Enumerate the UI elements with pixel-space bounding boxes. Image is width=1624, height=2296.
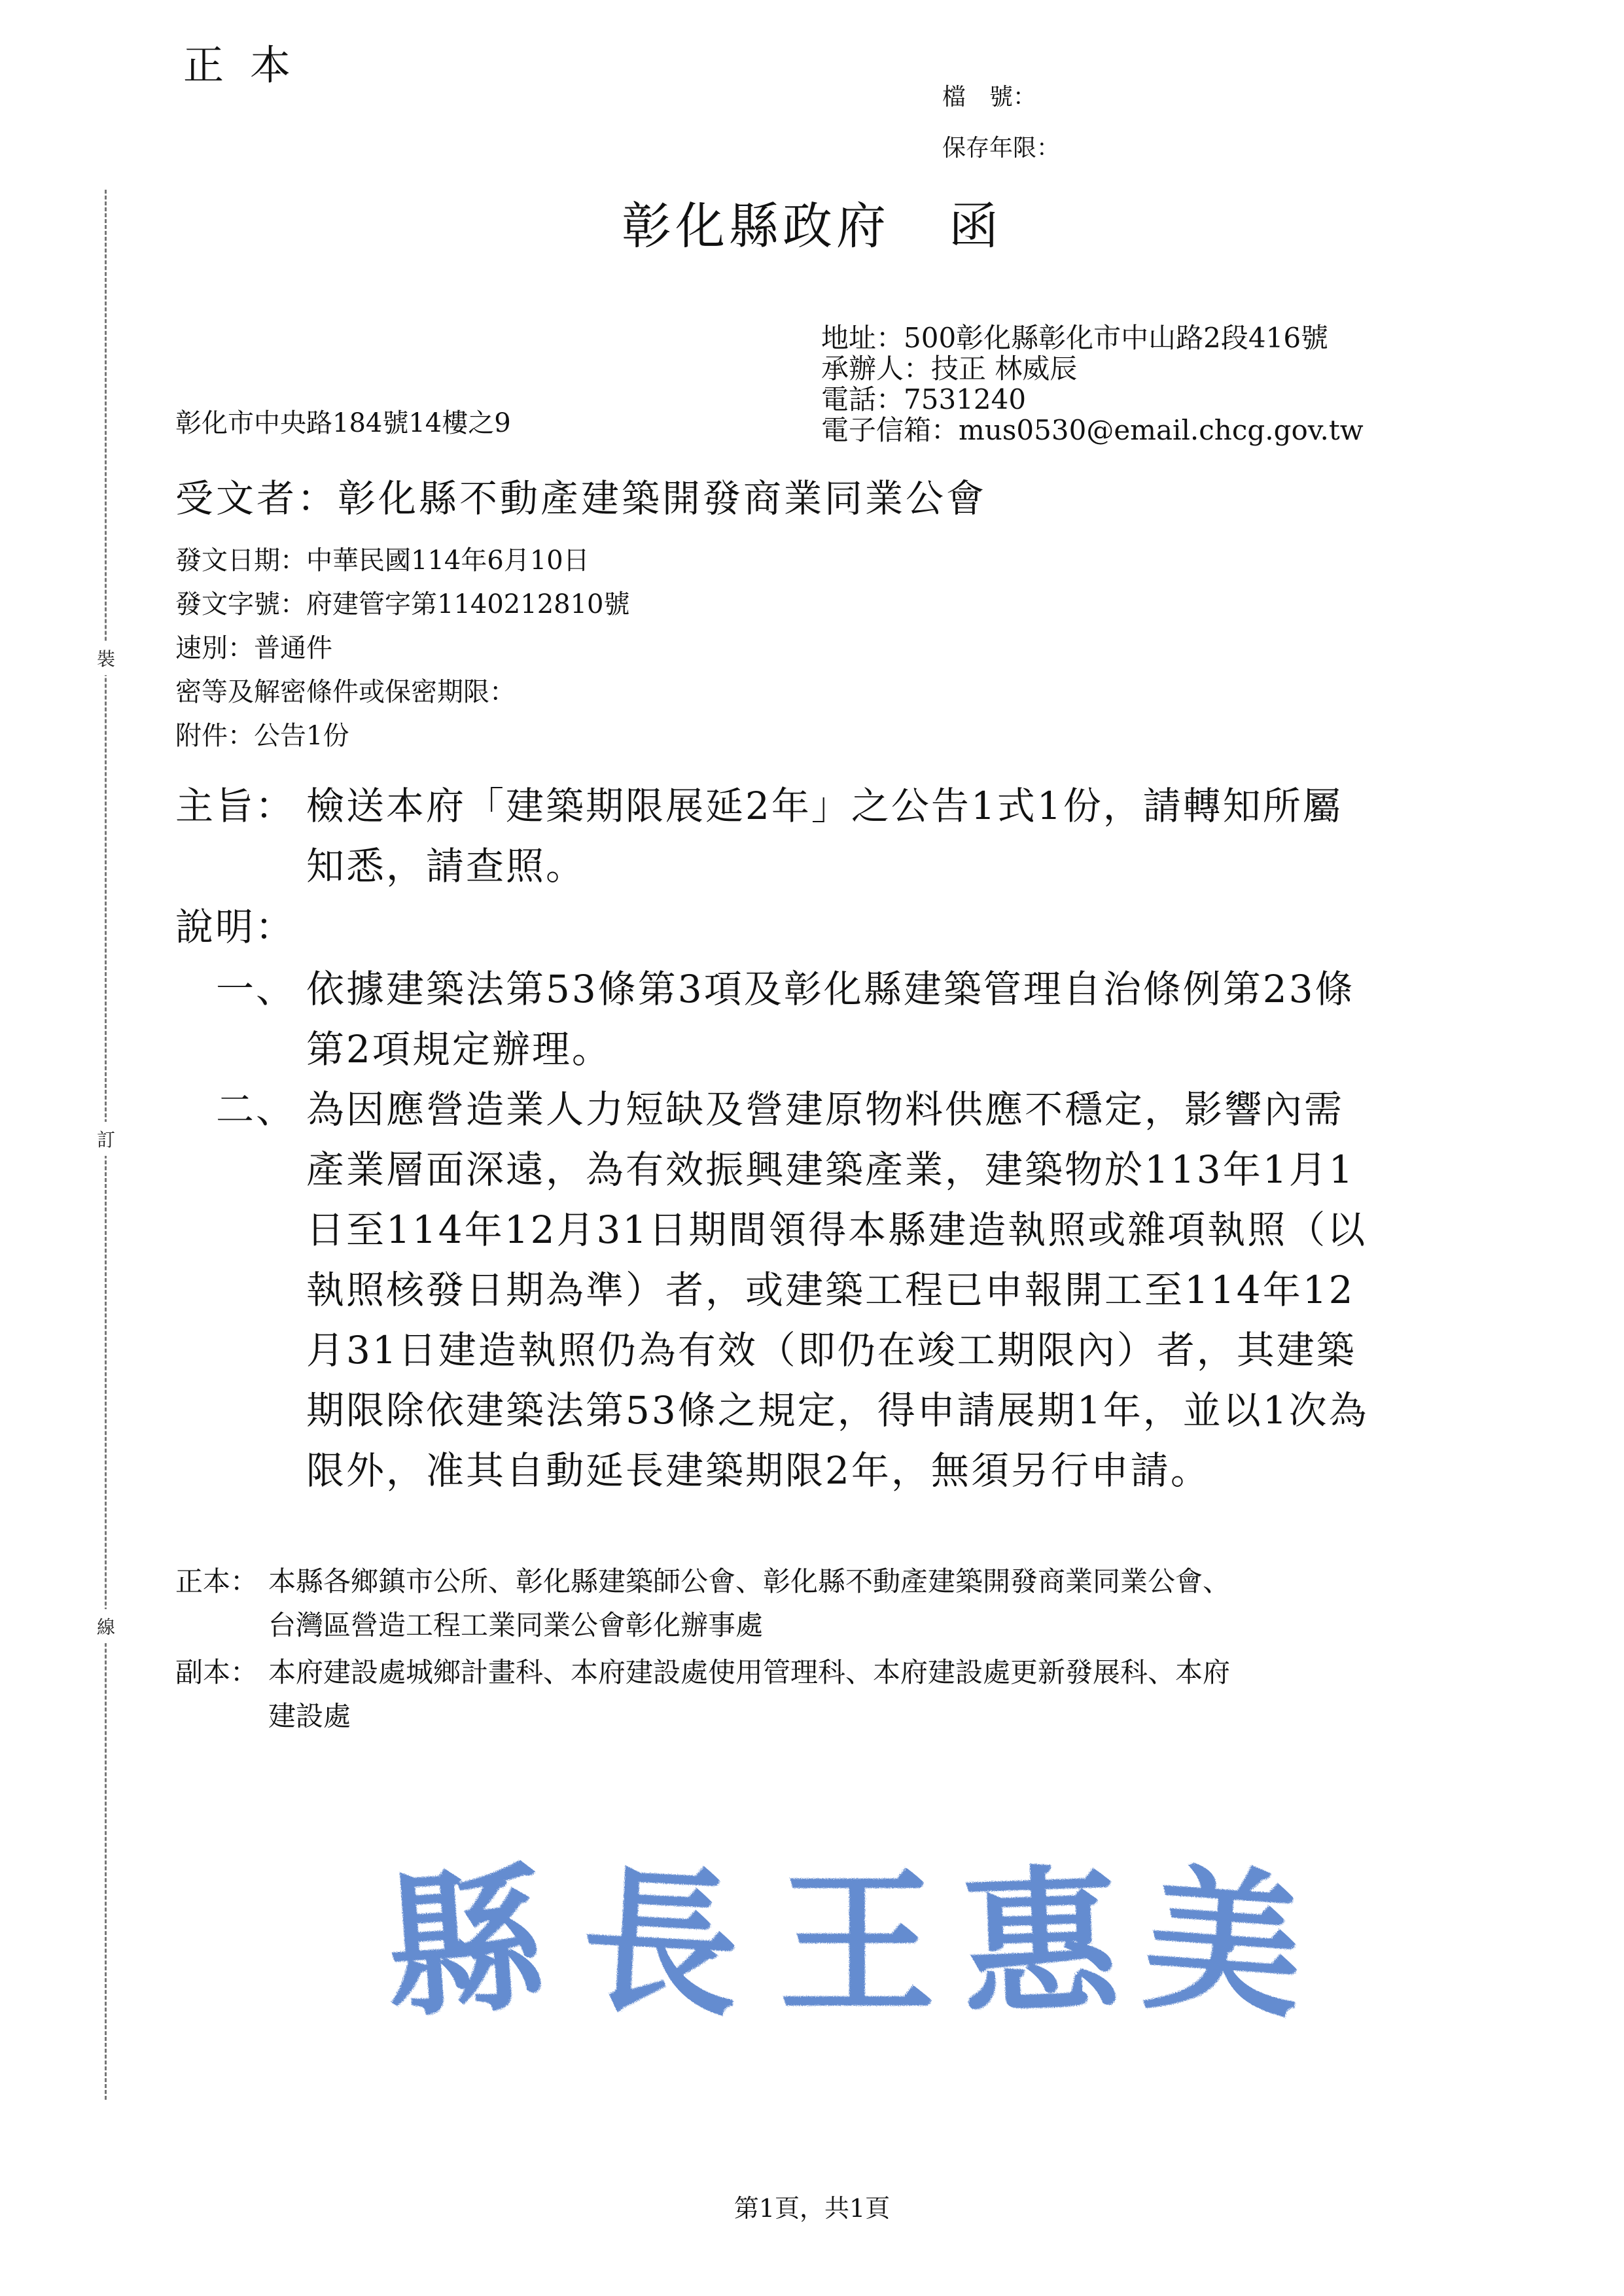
email: 電子信箱：mus0530@email.chcg.gov.tw	[821, 414, 1364, 446]
binding-mark-zhuang: 裝	[97, 641, 115, 675]
issue-date: 發文日期：中華民國114年6月10日	[175, 546, 590, 576]
explanation-line: 為因應營造業人力短缺及營建原物料供應不穩定，影響內需	[306, 1087, 1345, 1132]
original-distribution-label: 正本：	[175, 1565, 258, 1597]
explanation-line: 月31日建造執照仍為有效（即仍在竣工期限內）者，其建築	[306, 1328, 1356, 1372]
subject-line: 檢送本府「建築期限展延2年」之公告1式1份，請轉知所屬	[306, 784, 1343, 828]
binding-mark-ding: 訂	[97, 1122, 115, 1156]
seal-glyph: 縣	[380, 1845, 550, 2042]
original-distribution-line: 台灣區營造工程工業同業公會彰化辦事處	[268, 1609, 764, 1641]
agency-name: 彰化縣政府	[622, 197, 890, 255]
explanation-line: 產業層面深遠，為有效振興建築產業，建築物於113年1月1	[306, 1147, 1355, 1192]
recipient: 受文者：彰化縣不動產建築開發商業同業公會	[175, 476, 987, 521]
copy-distribution-line: 本府建設處城鄉計畫科、本府建設處使用管理科、本府建設處更新發展科、本府	[268, 1656, 1231, 1688]
seal-glyph: 長	[577, 1847, 745, 2040]
attachments: 附件：公告1份	[175, 721, 349, 751]
phone: 電話：7531240	[821, 383, 1027, 415]
seal-glyph: 王	[778, 1851, 936, 2036]
copy-type-mark: 正本	[183, 41, 317, 89]
explanation-line: 日至114年12月31日期間領得本縣建造執照或雜項執照（以	[306, 1208, 1368, 1252]
file-number-label: 檔 號：	[942, 84, 1037, 111]
explanation-label: 說明：	[175, 905, 296, 949]
subject-label: 主旨：	[175, 784, 296, 828]
binding-mark-xian: 線	[97, 1609, 115, 1643]
explanation-item-number: 二、	[216, 1087, 296, 1132]
explanation-line: 執照核發日期為準）者，或建築工程已申報開工至114年12	[306, 1268, 1355, 1312]
explanation-item-number: 一、	[216, 967, 296, 1011]
retention-period-label: 保存年限：	[942, 135, 1061, 162]
document-type: 函	[949, 197, 1002, 255]
document-number: 發文字號：府建管字第1140212810號	[175, 589, 630, 619]
subject-line: 知悉，請查照。	[306, 844, 586, 888]
copy-distribution-label: 副本：	[175, 1656, 258, 1688]
copy-distribution-line: 建設處	[268, 1700, 351, 1732]
seal-glyph: 惠	[959, 1848, 1122, 2039]
explanation-line: 依據建築法第53條第3項及彰化縣建築管理自治條例第23條	[306, 967, 1355, 1011]
seal-glyph: 美	[1139, 1845, 1309, 2042]
page-number: 第1頁，共1頁	[733, 2194, 891, 2223]
original-distribution-line: 本縣各鄉鎮市公所、彰化縣建築師公會、彰化縣不動產建築開發商業同業公會、	[268, 1565, 1231, 1597]
explanation-line: 限外，准其自動延長建築期限2年，無須另行申請。	[306, 1448, 1210, 1493]
agency-address: 地址：500彰化縣彰化市中山路2段416號	[821, 322, 1329, 354]
delivery-speed: 速別：普通件	[175, 633, 332, 663]
explanation-line: 第2項規定辦理。	[306, 1027, 612, 1071]
classification: 密等及解密條件或保密期限：	[175, 677, 516, 707]
explanation-line: 期限除依建築法第53條之規定，得申請展期1年，並以1次為	[306, 1388, 1369, 1433]
document-title	[0, 186, 1624, 258]
handler: 承辦人：技正 林威辰	[821, 353, 1078, 385]
magistrate-seal-stamp	[373, 1845, 1315, 2047]
recipient-address: 彰化市中央路184號14樓之9	[175, 408, 511, 438]
